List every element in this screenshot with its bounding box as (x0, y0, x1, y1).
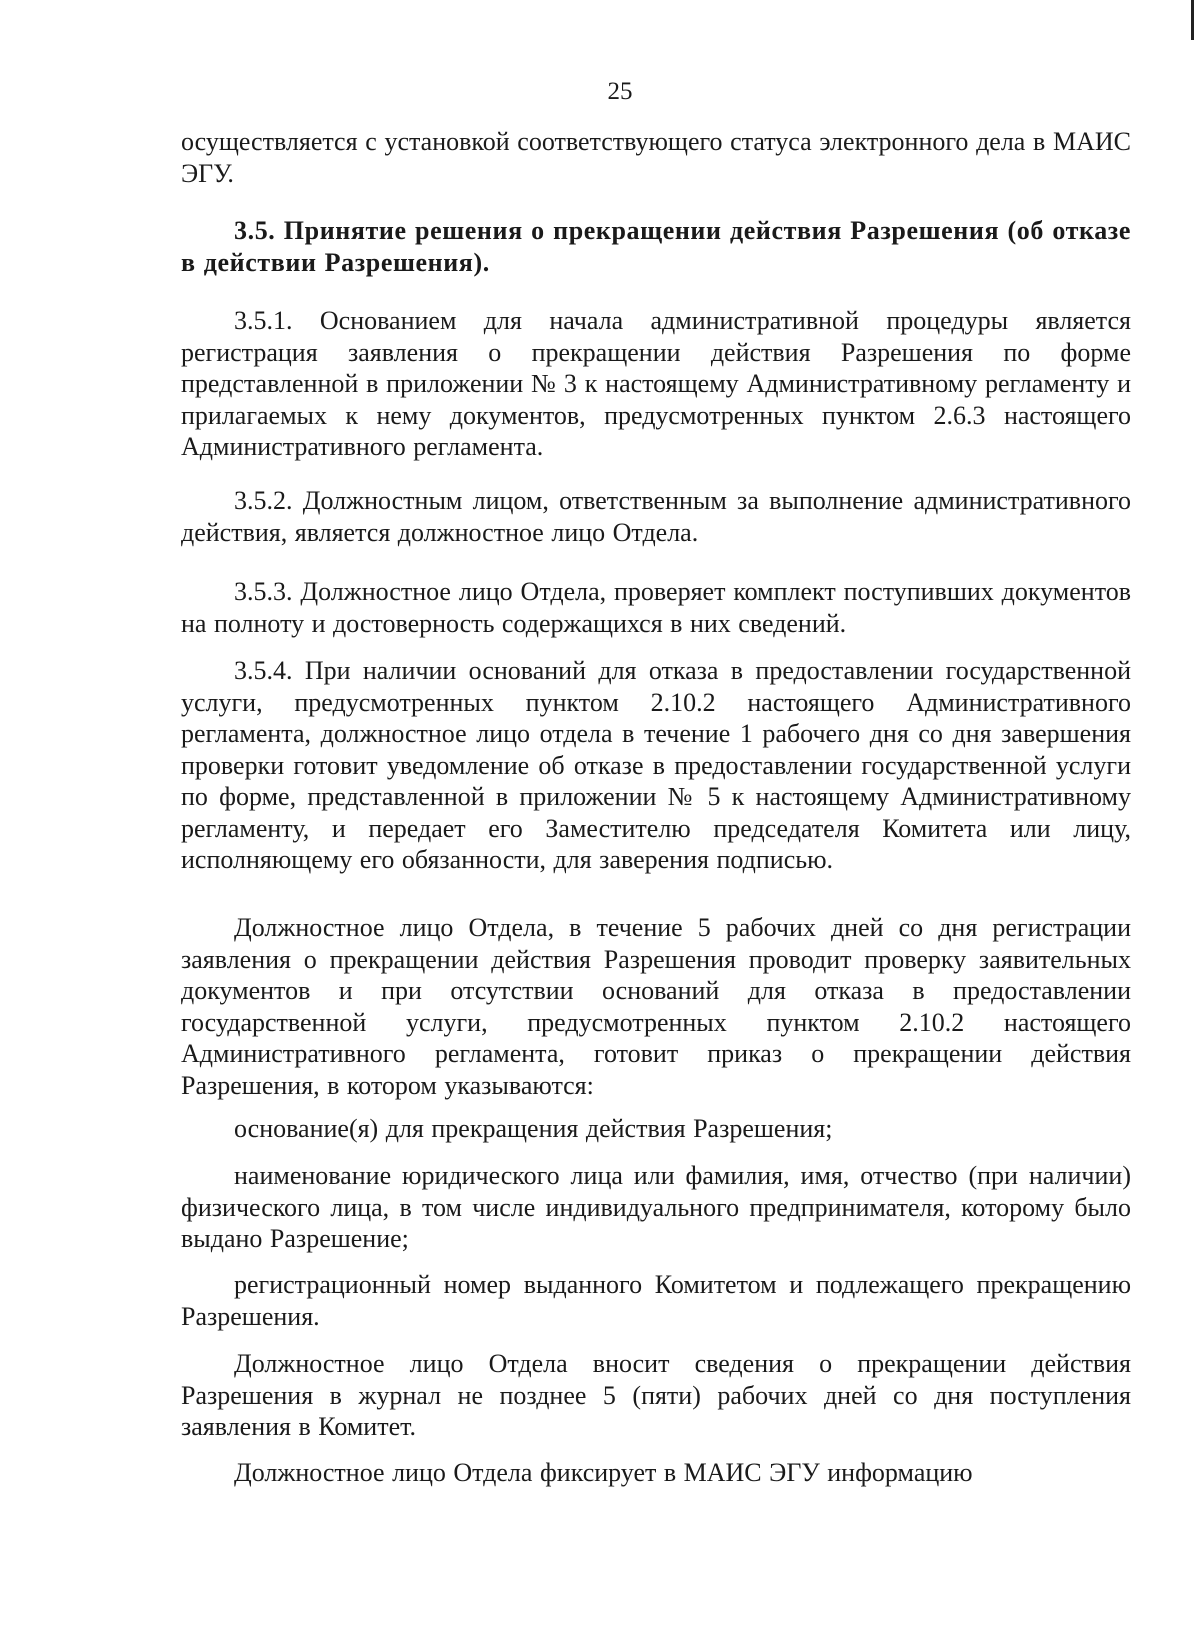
list-item-holder-name: наименование юридического лица или фамилия, имя, отчество (при наличии) физического лица, в том числе индивидуального предпринимателя, которому было выдано Разрешение; (181, 1161, 1131, 1253)
paragraph-3-5-2: 3.5.2. Должностным лицом, ответственным за выполнение административного действия, является должностное лицо Отдела. (181, 486, 1131, 547)
paragraph-journal-entry: Должностное лицо Отдела вносит сведения о прекращении действия Разрешения в журнал не позднее 5 (пяти) рабочих дней со дня поступления заявления в Комитет. (181, 1349, 1131, 1441)
paragraph-mais-egu: Должностное лицо Отдела фиксирует в МАИС ЭГУ информацию (234, 1458, 973, 1487)
list-item-grounds: основание(я) для прекращения действия Разрешения; (234, 1114, 833, 1143)
scan-edge-mark (1191, 0, 1194, 40)
section-heading-3-5: 3.5. Принятие решения о прекращении действия Разрешения (об отказе в действии Разрешения). (181, 216, 1131, 277)
list-item-registration-number: регистрационный номер выданного Комитетом и подлежащего прекращению Разрешения. (181, 1270, 1131, 1331)
paragraph-3-5-3: 3.5.3. Должностное лицо Отдела, проверяет комплект поступивших документов на полноту и достоверность содержащихся в них сведений. (181, 577, 1131, 638)
paragraph-3-5-4: 3.5.4. При наличии оснований для отказа в предоставлении государственной услуги, предусмотренных пунктом 2.10.2 настоящего Административного регламента, должностное лицо отдела в течение 1 рабочего дня со дня завершения проверки готовит уведомление об отказе в предоставлении государственной услуги по форме, представленной в приложении № 5 к настоящему Административному регламенту, и передает его Заместителю председателя Комитета или лицу, исполняющему его обязанности, для заверения подписью. (181, 656, 1131, 874)
paragraph-continuation: осуществляется с установкой соответствующего статуса электронного дела в МАИС ЭГУ. (181, 127, 1131, 188)
paragraph-3-5-1: 3.5.1. Основанием для начала административной процедуры является регистрация заявления о прекращении действия Разрешения по форме представленной в приложении № 3 к настоящему Административному регламенту и прилагаемых к нему документов, предусмотренных пунктом 2.6.3 настоящего Административного регламента. (181, 306, 1131, 461)
paragraph-order-preparation: Должностное лицо Отдела, в течение 5 рабочих дней со дня регистрации заявления о прекращении действия Разрешения проводит проверку заявительных документов и при отсутствии оснований для отказа в предоставлении государственной услуги, предусмотренных пунктом 2.10.2 настоящего Административного регламента, готовит приказ о прекращении действия Разрешения, в котором указываются: (181, 913, 1131, 1100)
page-number: 25 (607, 78, 633, 105)
